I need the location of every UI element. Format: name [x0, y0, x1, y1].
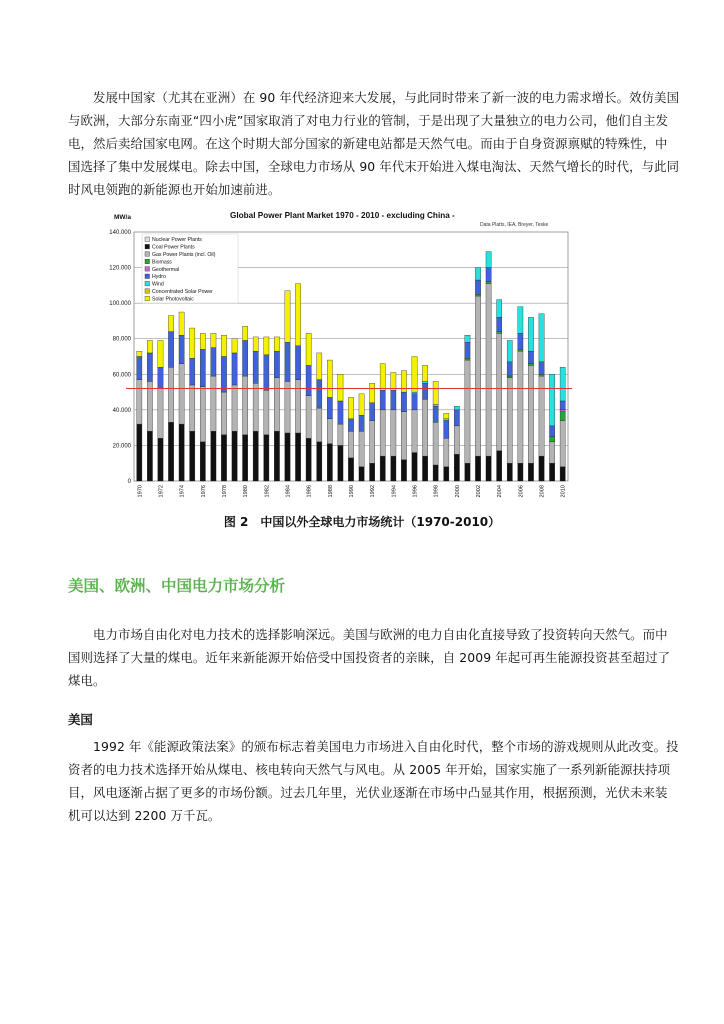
- bar-segment: [285, 433, 290, 481]
- bar-segment: [232, 339, 237, 353]
- bar-segment: [243, 435, 248, 481]
- bar-segment: [486, 252, 491, 268]
- x-tick-label: 1996: [412, 485, 419, 498]
- bar-segment: [549, 374, 554, 426]
- bar-segment: [264, 390, 269, 434]
- bar-segment: [327, 444, 332, 481]
- bar-segment: [560, 410, 565, 412]
- bar-segment: [560, 367, 565, 401]
- legend-swatch: [145, 252, 150, 256]
- bar-segment: [444, 438, 449, 466]
- bar-segment: [401, 392, 406, 412]
- chart-svg: [108, 208, 580, 508]
- y-tick-label: 80.000: [112, 336, 131, 343]
- x-tick-label: 1976: [200, 485, 207, 498]
- bar-segment: [507, 463, 512, 481]
- bar-segment: [507, 340, 512, 361]
- y-tick-label: 40.000: [112, 407, 131, 414]
- bar-segment: [168, 332, 173, 368]
- bar-segment: [317, 442, 322, 481]
- us-paragraph: 1992 年《能源政策法案》的颁布标志着美国电力市场进入自由化时代，整个市场的游戏规则从此改变。投资者的电力技术选择开始从煤电、核电转向天然气与风电。从 2005 年开始，国家实施了一系列新能源扶持项目，风电逐渐占据了更多的市场份额。过去几年里，光伏业逐渐在市场中凸显其作用，根据预测，光伏未来装机可以达到 2200 万千瓦。: [68, 739, 679, 823]
- bar-segment: [486, 268, 491, 282]
- bar-segment: [370, 463, 375, 481]
- bar-segment: [391, 410, 396, 456]
- bar-segment: [359, 415, 364, 431]
- bar-segment: [539, 314, 544, 362]
- bar-segment: [518, 333, 523, 349]
- bar-segment: [168, 316, 173, 332]
- x-tick-label: 2008: [539, 485, 546, 498]
- bar-segment: [370, 403, 375, 421]
- bar-segment: [539, 374, 544, 376]
- y-tick-label: 20.000: [112, 443, 131, 450]
- bar-segment: [179, 312, 184, 335]
- bar-segment: [168, 422, 173, 481]
- bar-segment: [465, 360, 470, 463]
- bar-segment: [359, 431, 364, 467]
- bar-segment: [211, 376, 216, 431]
- bar-segment: [158, 340, 163, 367]
- bar-segment: [179, 364, 184, 424]
- x-tick-label: 2002: [476, 485, 483, 498]
- bar-segment: [486, 456, 491, 481]
- bar-segment: [370, 421, 375, 464]
- x-tick-label: 2000: [454, 485, 461, 498]
- bar-segment: [158, 367, 163, 388]
- bar-segment: [253, 351, 258, 383]
- bar-segment: [285, 342, 290, 381]
- bar-segment: [264, 435, 269, 481]
- legend-label: Coal Power Plants: [152, 244, 195, 251]
- bar-segment: [549, 442, 554, 463]
- bar-segment: [338, 374, 343, 401]
- bar-segment: [454, 426, 459, 454]
- legend-swatch: [145, 267, 150, 272]
- bar-segment: [211, 348, 216, 376]
- bar-segment: [137, 351, 142, 356]
- section-paragraph: 电力市场自由化对电力技术的选择影响深远。美国与欧洲的电力自由化直接导致了投资转向天然气。而中国则选择了大量的煤电。近年来新能源开始倍受中国投资者的亲睐，自 2009 年起可再生能源投资甚至超过了煤电。: [68, 627, 671, 688]
- bar-segment: [327, 419, 332, 444]
- bar-segment: [327, 360, 332, 397]
- bar-segment: [475, 294, 480, 296]
- x-tick-label: 1972: [158, 485, 165, 498]
- bar-segment: [549, 463, 554, 481]
- bar-segment: [221, 435, 226, 481]
- y-tick-label: 60.000: [112, 372, 131, 379]
- bar-segment: [422, 456, 427, 481]
- bar-segment: [348, 419, 353, 431]
- y-axis-label: MW/a: [114, 214, 131, 221]
- bar-segment: [412, 394, 417, 410]
- bar-segment: [380, 410, 385, 456]
- bar-segment: [243, 340, 248, 376]
- bar-segment: [412, 392, 417, 394]
- bar-segment: [137, 357, 142, 380]
- bar-segment: [253, 337, 258, 351]
- bar-segment: [190, 385, 195, 431]
- bar-segment: [221, 392, 226, 435]
- bar-segment: [486, 284, 491, 457]
- x-tick-label: 1990: [349, 485, 355, 498]
- bar-segment: [190, 358, 195, 385]
- bar-segment: [338, 424, 343, 445]
- x-tick-label: 1982: [264, 485, 271, 498]
- legend-label: Nuclear Power Plants: [152, 237, 202, 244]
- bar-segment: [348, 458, 353, 481]
- legend-swatch: [145, 281, 150, 286]
- bar-segment: [528, 351, 533, 363]
- bar-segment: [190, 328, 195, 358]
- bar-segment: [179, 424, 184, 481]
- y-tick-label: 120.000: [109, 265, 131, 272]
- bar-segment: [433, 465, 438, 481]
- x-tick-label: 1988: [327, 485, 334, 498]
- bar-segment: [412, 453, 417, 481]
- power-market-chart: [108, 208, 580, 508]
- legend-swatch: [145, 237, 150, 242]
- x-tick-label: 1992: [370, 485, 377, 498]
- bar-segment: [200, 349, 205, 386]
- bar-segment: [497, 317, 502, 331]
- legend-label: Wind: [152, 281, 164, 288]
- legend-swatch: [145, 244, 150, 249]
- x-tick-label: 1986: [306, 485, 313, 498]
- bar-segment: [475, 456, 480, 481]
- bar-segment: [465, 358, 470, 360]
- bar-segment: [497, 333, 502, 450]
- bar-segment: [285, 381, 290, 433]
- bar-segment: [370, 383, 375, 403]
- x-tick-label: 2006: [518, 485, 525, 498]
- bar-segment: [253, 383, 258, 431]
- figure-caption: 图 2 中国以外全球电力市场统计（1970-2010）: [223, 515, 501, 529]
- bar-segment: [433, 381, 438, 404]
- bar-segment: [306, 365, 311, 395]
- bar-segment: [528, 317, 533, 351]
- bar-segment: [518, 351, 523, 463]
- legend-label: Gas Power Plants (incl. Oil): [152, 252, 216, 258]
- bar-segment: [253, 431, 258, 481]
- bar-segment: [327, 397, 332, 418]
- bar-segment: [401, 460, 406, 481]
- bar-segment: [348, 397, 353, 418]
- bar-segment: [549, 437, 554, 442]
- bar-segment: [274, 431, 279, 481]
- bar-segment: [274, 337, 279, 351]
- bar-segment: [306, 333, 311, 365]
- legend-swatch: [145, 289, 150, 294]
- bar-segment: [422, 383, 427, 399]
- chart-title: Global Power Plant Market 1970 - 2010 - excluding China -: [230, 211, 455, 220]
- bar-segment: [475, 280, 480, 294]
- legend-swatch: [145, 296, 150, 301]
- bar-segment: [232, 353, 237, 385]
- legend-label: Hydro: [152, 274, 166, 281]
- bar-segment: [454, 454, 459, 481]
- section-heading: 美国、欧洲、中国电力市场分析: [68, 577, 286, 595]
- x-tick-label: 2010: [560, 485, 567, 498]
- bar-segment: [200, 442, 205, 481]
- bar-segment: [317, 408, 322, 442]
- bar-segment: [433, 406, 438, 422]
- y-tick-label: 0: [127, 479, 131, 485]
- bar-segment: [549, 426, 554, 437]
- bar-segment: [274, 351, 279, 378]
- chart-source: Data Platts, IEA, Breyer, Teske: [480, 222, 549, 228]
- bar-segment: [137, 380, 142, 424]
- bar-segment: [391, 373, 396, 391]
- bar-segment: [497, 300, 502, 318]
- bar-segment: [158, 438, 163, 481]
- bar-segment: [380, 390, 385, 410]
- bar-segment: [147, 353, 152, 381]
- bar-segment: [539, 362, 544, 374]
- x-tick-label: 1980: [243, 485, 250, 498]
- bar-segment: [560, 467, 565, 481]
- x-tick-label: 1978: [221, 485, 228, 498]
- bar-segment: [211, 333, 216, 347]
- bar-segment: [359, 394, 364, 415]
- bar-segment: [285, 291, 290, 343]
- bar-segment: [200, 387, 205, 442]
- bar-segment: [221, 335, 226, 356]
- bar-segment: [444, 421, 449, 439]
- bar-segment: [518, 307, 523, 334]
- bar-segment: [528, 463, 533, 481]
- bar-segment: [295, 284, 300, 346]
- bar-segment: [243, 376, 248, 435]
- bar-segment: [211, 431, 216, 481]
- bar-segment: [518, 349, 523, 351]
- bar-segment: [475, 268, 480, 280]
- bar-segment: [454, 410, 459, 426]
- bar-segment: [158, 389, 163, 439]
- x-tick-label: 1974: [179, 485, 186, 498]
- bar-segment: [412, 410, 417, 453]
- bar-segment: [465, 335, 470, 342]
- bar-segment: [422, 365, 427, 381]
- x-tick-label: 1970: [137, 485, 144, 498]
- x-tick-label: 1984: [285, 485, 292, 498]
- bar-segment: [190, 431, 195, 481]
- bar-segment: [306, 438, 311, 481]
- bar-segment: [295, 433, 300, 481]
- bar-segment: [221, 357, 226, 393]
- bar-segment: [295, 346, 300, 380]
- bar-segment: [380, 364, 385, 391]
- bar-segment: [560, 401, 565, 410]
- bar-segment: [454, 406, 459, 410]
- bar-segment: [232, 431, 237, 481]
- bar-segment: [497, 332, 502, 334]
- legend-swatch: [145, 259, 150, 264]
- bar-segment: [475, 296, 480, 456]
- bar-segment: [147, 431, 152, 481]
- bar-segment: [560, 421, 565, 467]
- bar-segment: [518, 463, 523, 481]
- bar-segment: [264, 337, 269, 355]
- bar-segment: [232, 385, 237, 431]
- bar-segment: [507, 378, 512, 463]
- x-tick-label: 1994: [391, 485, 398, 498]
- bar-segment: [264, 355, 269, 391]
- bar-segment: [422, 381, 427, 383]
- bar-segment: [528, 365, 533, 463]
- y-tick-label: 140.000: [109, 230, 131, 236]
- bar-segment: [486, 282, 491, 284]
- x-tick-label: 2004: [497, 485, 504, 498]
- legend-label: Concentrated Solar Power: [152, 289, 213, 295]
- bar-segment: [465, 463, 470, 481]
- bar-segment: [317, 380, 322, 408]
- bar-segment: [168, 367, 173, 422]
- bar-segment: [412, 357, 417, 393]
- bar-segment: [560, 412, 565, 421]
- bar-segment: [348, 431, 353, 458]
- bar-segment: [422, 399, 427, 456]
- bar-segment: [444, 413, 449, 418]
- legend-swatch: [145, 274, 150, 279]
- bar-segment: [338, 401, 343, 424]
- bar-segment: [433, 422, 438, 465]
- bar-segment: [295, 380, 300, 433]
- bar-segment: [507, 376, 512, 378]
- bar-segment: [528, 364, 533, 366]
- bar-segment: [391, 456, 396, 481]
- y-tick-label: 100.000: [109, 301, 131, 308]
- legend-label: Solar Photovoltaic: [152, 296, 194, 303]
- bar-segment: [338, 445, 343, 481]
- bar-segment: [497, 451, 502, 481]
- bar-segment: [317, 353, 322, 380]
- bar-segment: [444, 467, 449, 481]
- bar-segment: [147, 340, 152, 352]
- bar-segment: [380, 456, 385, 481]
- bar-segment: [243, 326, 248, 340]
- bar-segment: [359, 467, 364, 481]
- bar-segment: [274, 378, 279, 431]
- bar-segment: [179, 335, 184, 363]
- bar-segment: [137, 424, 142, 481]
- bar-segment: [200, 333, 205, 349]
- bar-segment: [507, 362, 512, 376]
- intro-paragraph: 发展中国家（尤其在亚洲）在 90 年代经济迎来大发展，与此同时带来了新一波的电力需求增长。效仿美国与欧洲，大部分东南亚“四小虎”国家取消了对电力行业的管制，于是出现了大量独立的电力公司，他们自主发电，然后卖给国家电网。在这个时期大部分国家的新建电站都是天然气电。而由于自身资源禀赋的特殊性，中国选择了集中发展煤电。除去中国，全球电力市场从 90 年代末开始进入煤电淘汰、天然气增长的时代，与此同时风电领跑的新能源也开始加速前进。: [68, 90, 680, 197]
- bar-segment: [306, 396, 311, 439]
- us-heading: 美国: [68, 712, 93, 727]
- bar-segment: [401, 412, 406, 460]
- legend-label: Geothermal: [152, 266, 180, 273]
- bar-segment: [433, 405, 438, 407]
- bar-segment: [539, 456, 544, 481]
- x-tick-label: 1998: [433, 485, 440, 498]
- legend-label: Biomass: [152, 259, 172, 266]
- bar-segment: [444, 419, 449, 421]
- bar-segment: [465, 342, 470, 358]
- bar-segment: [391, 390, 396, 410]
